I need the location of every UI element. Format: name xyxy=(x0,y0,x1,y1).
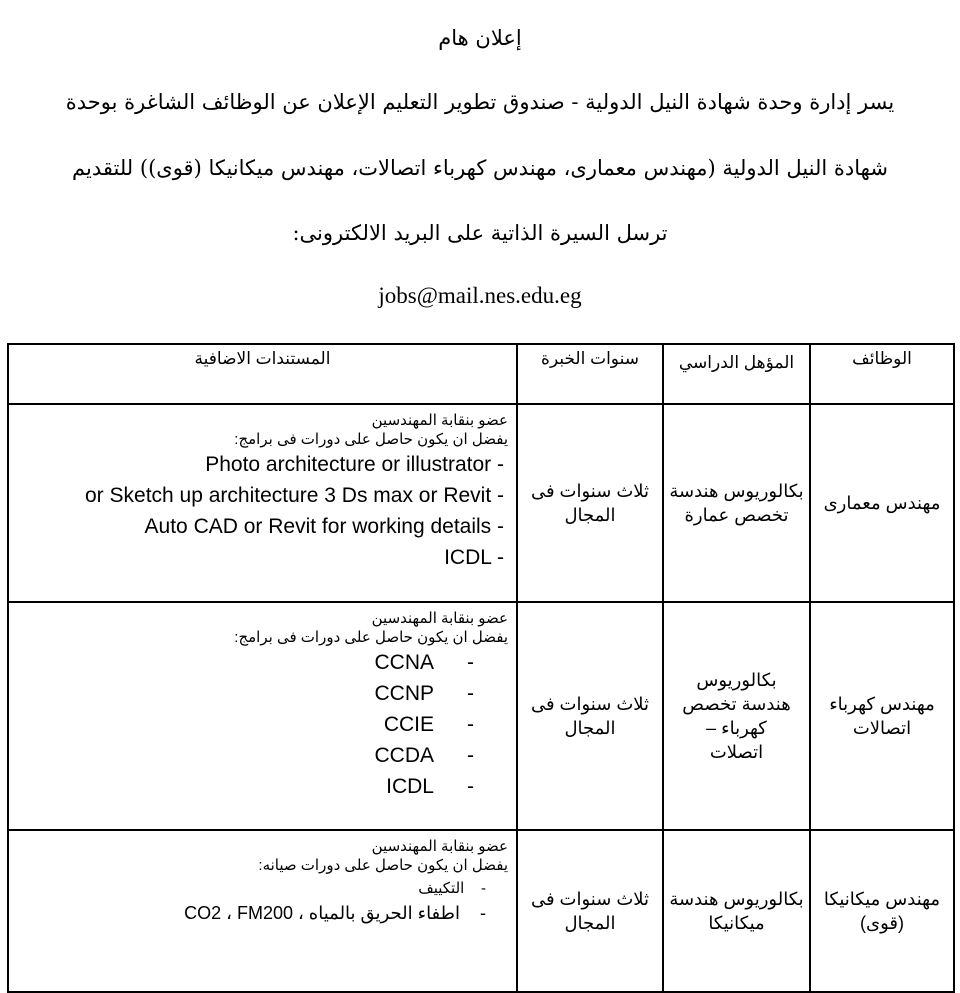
experience-cell: ثلاث سنوات فى المجال xyxy=(517,830,663,992)
experience-cell: ثلاث سنوات فى المجال xyxy=(517,602,663,830)
docs-intro: يفضل ان يكون حاصل على دورات فى برامج: xyxy=(234,629,508,646)
qualification-cell: بكالوريوس هندسة تخصص عمارة xyxy=(663,404,810,602)
job-cell: مهندس معمارى xyxy=(810,404,954,602)
docs-intro: عضو بنقابة المهندسين xyxy=(371,610,508,627)
table-header-row xyxy=(8,344,954,404)
qualification-cell: بكالوريوس هندسة ميكانيكا xyxy=(663,830,810,992)
list-item: - التكييف xyxy=(418,880,486,897)
docs-intro: يفضل ان يكون حاصل على دورات فى برامج: xyxy=(234,431,508,448)
docs-intro: عضو بنقابة المهندسين xyxy=(371,838,508,855)
jobs-table xyxy=(7,343,955,993)
header-experience: سنوات الخبرة xyxy=(517,344,663,404)
list-item: CCNA - xyxy=(374,651,474,674)
list-item: CCNP - xyxy=(374,682,474,705)
qualification-cell: بكالوريوس هندسة تخصص كهرباء – اتصلات xyxy=(663,602,810,830)
experience-cell: ثلاث سنوات فى المجال xyxy=(517,404,663,602)
job-cell: مهندس كهرباء اتصالات xyxy=(810,602,954,830)
list-item: ICDL - xyxy=(444,546,504,569)
list-item: - اطفاء الحريق بالمياه ، CO2 ، FM200 xyxy=(184,903,486,923)
list-item: or Sketch up architecture 3 Ds max or Revit - xyxy=(85,484,504,507)
list-item: ICDL - xyxy=(386,775,474,798)
header-qualification: المؤهل الدراسي xyxy=(663,344,810,404)
documents-cell xyxy=(8,830,517,992)
docs-intro: عضو بنقابة المهندسين xyxy=(371,412,508,429)
announcement-line-3: ترسل السيرة الذاتية على البريد الالكترونى: xyxy=(292,221,668,245)
announcement-line-1: يسر إدارة وحدة شهادة النيل الدولية - صندوق تطوير التعليم الإعلان عن الوظائف الشاغرة بوحدة xyxy=(65,90,895,114)
header-jobs: الوظائف xyxy=(810,344,954,404)
job-cell: مهندس ميكانيكا (قوى) xyxy=(810,830,954,992)
announcement-title: إعلان هام xyxy=(438,26,522,50)
documents-cell xyxy=(8,404,517,602)
header-documents: المستندات الاضافية xyxy=(8,344,517,404)
announcement-line-2: شهادة النيل الدولية (مهندس معمارى، مهندس كهرباء اتصالات، مهندس ميكانيكا (قوى)) للتقديم xyxy=(72,156,888,180)
docs-intro: يفضل ان يكون حاصل على دورات صيانه: xyxy=(258,857,508,874)
list-item: CCDA - xyxy=(374,744,474,767)
list-item: CCIE - xyxy=(383,713,474,736)
documents-cell xyxy=(8,602,517,830)
contact-email[interactable]: jobs@mail.nes.edu.eg xyxy=(378,283,582,308)
list-item: Auto CAD or Revit for working details - xyxy=(144,515,504,538)
list-item: Photo architecture or illustrator - xyxy=(205,453,504,476)
table-row xyxy=(8,404,954,602)
table-row xyxy=(8,602,954,830)
table-row xyxy=(8,830,954,992)
